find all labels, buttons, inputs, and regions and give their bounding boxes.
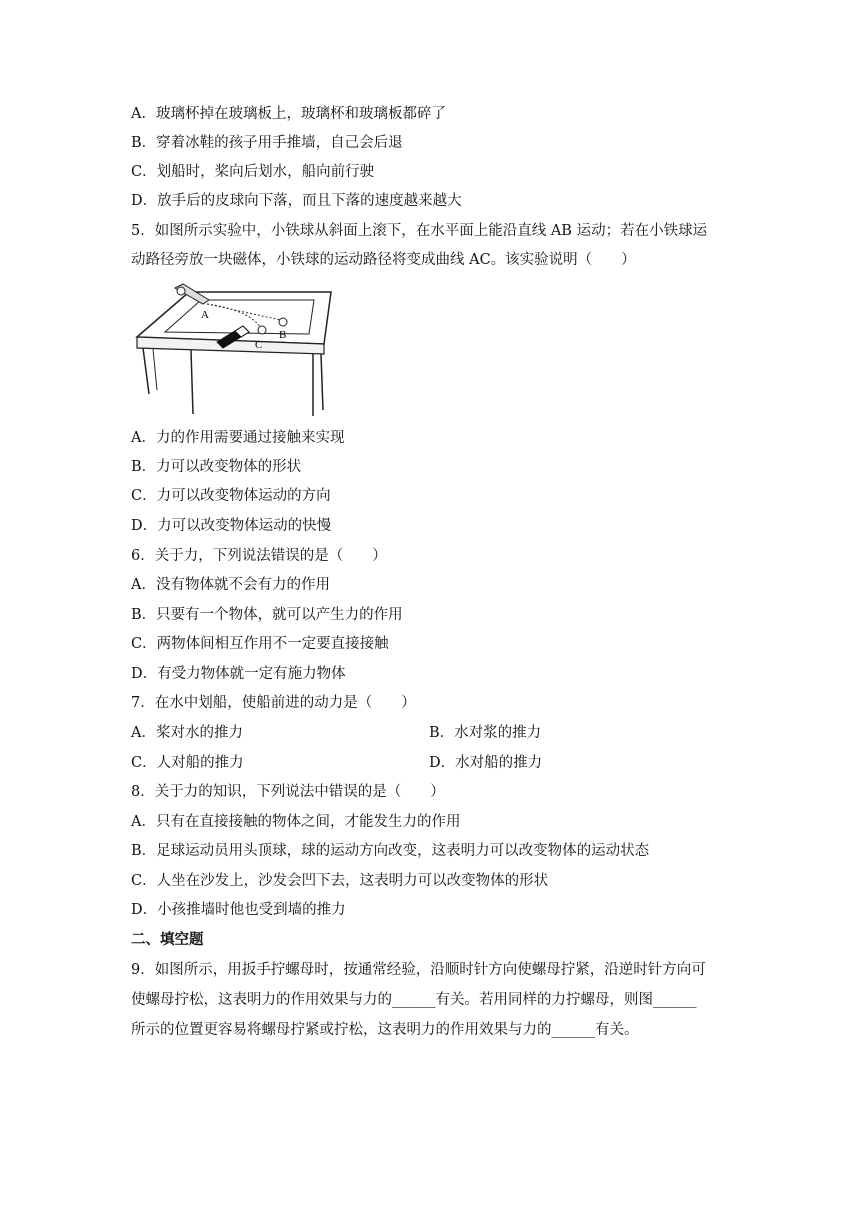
q4-option-b: B．穿着冰鞋的孩子用手推墙，自己会后退 [131, 135, 403, 151]
q6-option-b: B．只要有一个物体，就可以产生力的作用 [131, 607, 403, 623]
figure-label-c: C [255, 339, 263, 351]
q8-option-c: C．人坐在沙发上，沙发会凹下去，这表明力可以改变物体的形状 [131, 873, 549, 889]
q8-option-a: A．只有在直接接触的物体之间，才能发生力的作用 [131, 814, 461, 830]
section-title-fill-in: 二、填空题 [131, 932, 204, 948]
q5-option-b: B．力可以改变物体的形状 [131, 459, 302, 475]
q6-option-a: A．没有物体就不会有力的作用 [131, 577, 330, 593]
q8-stem: 8．关于力的知识，下列说法中错误的是（ ） [131, 784, 445, 800]
q4-option-d: D．放手后的皮球向下落，而且下落的速度越来越大 [131, 193, 462, 209]
q9-line3: 所示的位置更容易将螺母拧紧或拧松，这表明力的作用效果与力的______有关。 [131, 1022, 639, 1038]
q5-option-d: D．力可以改变物体运动的快慢 [131, 518, 332, 534]
table-leg [143, 348, 149, 394]
q9-line2: 使螺母拧松，这表明力的作用效果与力的______有关。若用同样的力拧螺母，则图______ [131, 992, 697, 1008]
q7-stem: 7．在水中划船，使船前进的动力是（ ） [131, 695, 416, 711]
q4-option-c: C．划船时，桨向后划水，船向前行驶 [131, 164, 375, 180]
q7-option-c: C．人对船的推力 [131, 755, 244, 771]
table-leg [191, 350, 193, 414]
q8-option-b: B．足球运动员用头顶球，球的运动方向改变，这表明力可以改变物体的运动状态 [131, 843, 650, 859]
q5-stem-line2: 动路径旁放一块磁体，小铁球的运动路径将变成曲线 AC。该实验说明（ ） [131, 252, 636, 268]
iron-ball-start [177, 287, 185, 295]
table-leg [153, 349, 157, 390]
q6-stem: 6．关于力，下列说法错误的是（ ） [131, 548, 387, 564]
q5-option-a: A．力的作用需要通过接触来实现 [131, 430, 345, 446]
q5-option-c: C．力可以改变物体运动的方向 [131, 488, 331, 504]
q7-option-b: B．水对浆的推力 [429, 725, 542, 741]
q5-stem-line1: 5．如图所示实验中，小铁球从斜面上滚下，在水平面上能沿直线 AB 运动；若在小铁球运 [131, 223, 708, 239]
figure-label-b: B [279, 329, 287, 341]
q8-option-d: D．小孩推墙时他也受到墙的推力 [131, 902, 346, 918]
q6-option-d: D．有受力物体就一定有施力物体 [131, 666, 346, 682]
q6-option-c: C．两物体间相互作用不一定要直接接触 [131, 636, 389, 652]
q4-option-a: A．玻璃杯掉在玻璃板上，玻璃杯和玻璃板都碎了 [131, 106, 446, 122]
iron-ball-b [279, 318, 287, 326]
table-leg [321, 354, 323, 410]
q9-line1: 9．如图所示，用扳手拧螺母时，按通常经验，沿顺时针方向使螺母拧紧，沿逆时针方向可 [131, 962, 706, 978]
q7-option-a: A．桨对水的推力 [131, 725, 243, 741]
iron-ball-c [258, 326, 266, 334]
q5-figure-table-magnet [131, 282, 336, 422]
figure-label-a: A [201, 309, 209, 321]
q7-option-d: D．水对船的推力 [429, 755, 543, 771]
